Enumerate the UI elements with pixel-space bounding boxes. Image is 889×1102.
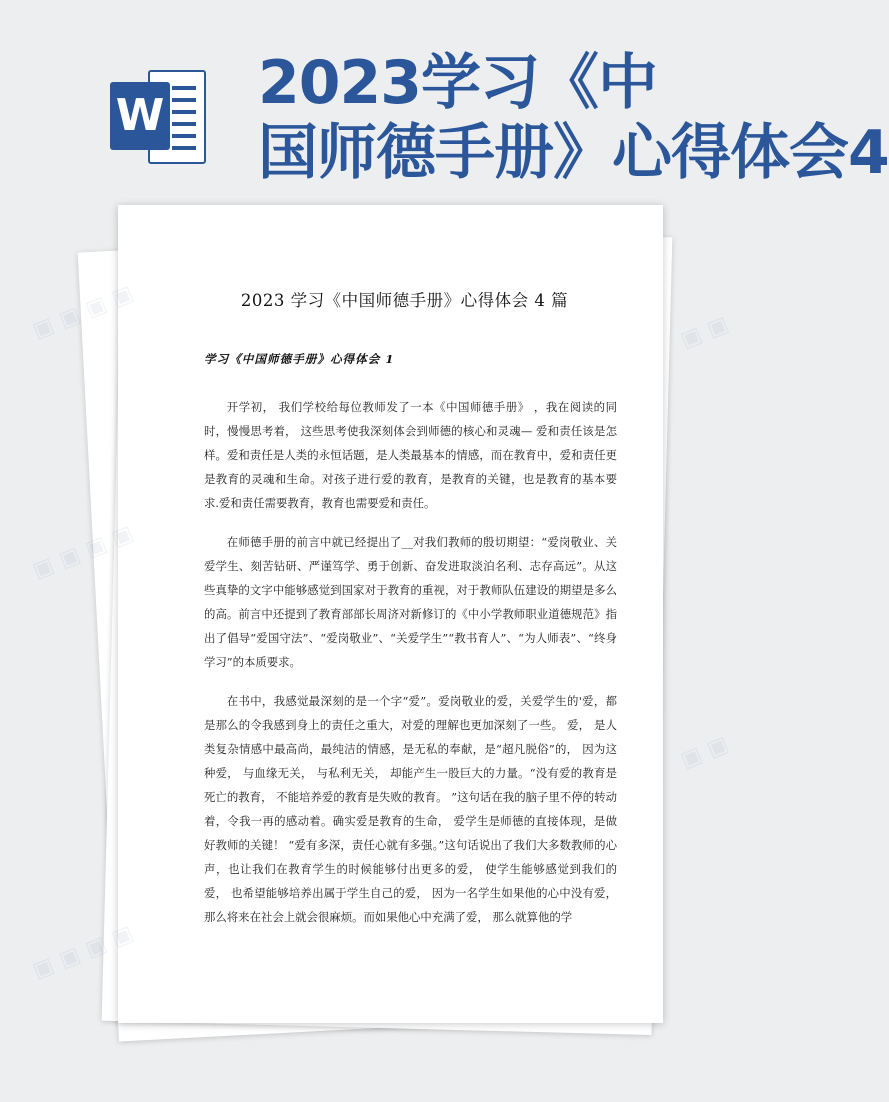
page-title [258,48,889,188]
word-document-icon [110,70,206,164]
page-title-line-1: 2023学习《中 [258,48,657,118]
watermark-decoration: ▣ ▣ [677,311,733,354]
section-title: 学习《中国师德手册》心得体会 1 [204,352,395,366]
watermark-decoration: ▣ ▣ [29,302,85,344]
page-title-line-2: 国师德手册》心得体会4 [258,118,889,188]
watermark-decoration: ▣ ▣ ▣ ▣ [29,521,137,584]
watermark-decoration: ▣ ▣ [677,731,733,774]
watermark-decoration: ▣ ▣ ▣ ▣ [29,921,137,984]
paragraph-2: 在师德手册的前言中就已经提出了__对我们教师的殷切期望：“爱岗敬业、关爱学生、刻苦钻研、严谨笃学、勇于创新、奋发进取淡泊名利、志存高远”。从这些真挚的文字中能够感觉到国家对于教育的重视，对于教师队伍建设的期望是多么的高。前言中还提到了教育部部长周济对新修订的《中小学教师职业道德规范》指出了倡导“爱国守法”、“爱岗敬业”、“关爱学生”“教书育人”、“为人师表”、“终身学习”的本质要求。 [204,535,617,669]
word-logo-badge: W [110,82,170,150]
document-title: 2023 学习《中国师德手册》心得体会 4 篇 [240,291,569,310]
paragraph-1: 开学初， 我们学校给每位教师发了一本《中国师德手册》 ，我在阅读的同时，慢慢思考着， 这些思考使我深刻体会到师德的核心和灵魂— 爱和责任该是怎样。爱和责任是人类的永恒话题，是人类最基本的情感，而在教育中，爱和责任更是教育的灵魂和生命。对孩子进行爱的教育，是教育的关键，也是教育的基本要求.爱和责任需要教育，教育也需要爱和责任。 [204,400,617,510]
paragraph-3: 在书中，我感觉最深刻的是一个字“爱”。爱岗敬业的爱，关爱学生的'爱，都是那么的令我感到身上的责任之重大，对爱的理解也更加深刻了一些。 爱， 是人类复杂情感中最高尚，最纯洁的情感，是无私的奉献，是“超凡脱俗”的， 因为这种爱， 与血缘无关， 与私利无关， 却能产生一股巨大的力量。“没有爱的教育是死亡的教育， 不能培养爱的教育是失败的教育。 ”这句话在我的脑子里不停的转动着，令我一再的感动着。确实爱是教育的生命， 爱学生是师德的直接体现，是做好教师的关键！ “爱有多深，责任心就有多强。”这句话说出了我们大多数教师的心声，也让我们在教育学生的时候能够付出更多的爱， 使学生能够感觉到我们的爱， 也希望能够培养出属于学生自己的爱， 因为一名学生如果他的心中没有爱， 那么将来在社会上就会很麻烦。而如果他心中充满了爱， 那么就算他的学 [204,694,617,924]
document-page [118,205,663,1023]
